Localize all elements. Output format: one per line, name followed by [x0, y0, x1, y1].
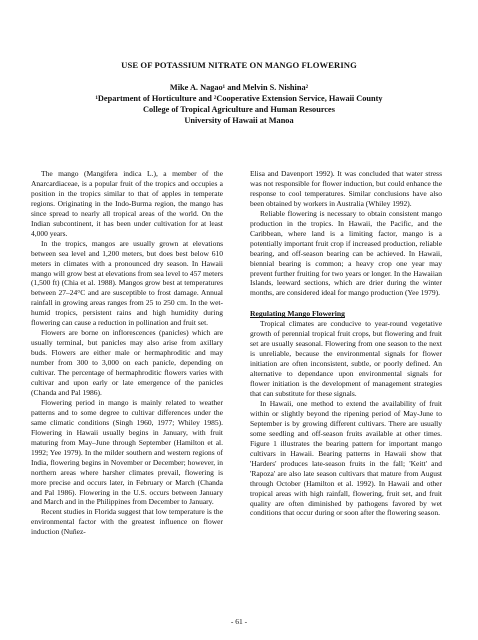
section-heading: Regulating Mango Flowering	[250, 309, 345, 319]
author-line: Mike A. Nagao¹ and Melvin S. Nishina²	[169, 83, 309, 92]
paragraph: In the tropics, mangos are usually grown at elevations between sea level and 1,200 meters, but does best below 610 meters in climates with a pronounced dry season. In Hawaii mango will grow best at elevations from sea level to 457 meters (1,500 ft) (Chia et al. 1988). Mangos grow best at temperatures between 27–24°C and are susceptible to frost damage. Annual rainfall in growing areas ranges from 25 to 250 cm. In the wet-humid tropics, persistent rains and high humidity during flowering can cause a reduction in pollination and fruit set.	[31, 238, 223, 328]
paragraph: The mango (Mangifera indica L.), a member of the Anarcardiaceae, is a popular fruit of the tropics and occupies a position in the tropics similar to that of apples in temperate regions. Originating in the Indo-Burma region, the mango has since spread to nearly all tropical areas of the world. On the Indian subcontinent, it has been under cultivation for at least 4,000 years.	[31, 169, 223, 238]
page-number: - 61 -	[230, 617, 248, 626]
paragraph: Reliable flowering is necessary to obtain consistent mango production in the tropics. In Hawaii, the Pacific, and the Caribbean, where land is a limiting factor, mango is a potentially important fruit crop if increased production, reliable bearing, and off-season bearing can be achieved. In Hawaii, biennial bearing is common; a heavy crop one year may prevent further fruiting for two years or longer. In the Hawaiian Islands, leeward sections, which are drier during the winter months, are considered ideal for mango production (Yee 1979).	[250, 208, 442, 298]
paragraph: Flowers are borne on inflorescences (panicles) which are usually terminal, but panicles may also arise from axillary buds. Flowers are either male or hermaphroditic and may number from 300 to 3,000 on each panicle, depending on cultivar. The percentage of hermaphroditic flowers varies with cultivar and upon early or late emergence of the panicles (Chanda and Pal 1986).	[31, 328, 223, 397]
paper-title: USE OF POTASSIUM NITRATE ON MANGO FLOWERING	[121, 60, 357, 70]
affiliation-line-3: University of Hawaii at Manoa	[184, 116, 294, 126]
paragraph: Recent studies in Florida suggest that low temperature is the environmental factor with the greatest influence on flower induction (Nuñez-	[31, 507, 223, 537]
affiliation-line-2: College of Tropical Agriculture and Human Resources	[143, 105, 335, 115]
paragraph: Tropical climates are conducive to year-round vegetative growth of perennial tropical fruit crops, but flowering and fruit set are usually seasonal. Flowering from one season to the next is unreliable, because the environmental signals for flower initiation are often inconsistent, subtle, or poorly defined. An alternative to dependance upon environmental signals for flower initiation is the development of management strategies that can substitute for these signals.	[250, 319, 442, 399]
paragraph: Flowering period in mango is mainly related to weather patterns and to some degree to cultivar differences under the same climatic conditions (Singh 1960, 1977; Whiley 1985). Flowering in Hawaii usually begins in January, with fruit maturing from May–June through September (Hamilton et al. 1992; Yee 1979). In the milder southern and western regions of India, flowering begins in November or December; however, in northern areas where harsher climates prevail, flowering is more precise and occurs later, in February or March (Chanda and Pal 1986). Flowering in the U.S. occurs between January and March and in the Philippines from December to January.	[31, 397, 223, 507]
affiliation-block	[0, 93, 478, 127]
right-column	[250, 169, 442, 518]
paragraph: In Hawaii, one method to extend the availability of fruit within or slightly beyond the ripening period of May-June to September is by growing different cultivars. There are usually some seedling and off-season fruits available at other times. Figure 1 illustrates the bearing pattern for important mango cultivars in Hawaii. Bearing patterns in Hawaii show that 'Harders' produces late-season fruits in the fall; 'Keitt' and 'Rapoza' are also late season cultivars that mature from August through October (Hamilton et al. 1992). In Hawaii and other tropical areas with high rainfall, flowering, fruit set, and fruit quality are often diminished by pathogens favored by wet conditions that occur during or soon after the flowering season.	[250, 398, 442, 518]
left-column	[31, 169, 223, 537]
paragraph: Elisa and Davenport 1992). It was concluded that water stress was not responsible for flower induction, but could enhance the response to cool temperatures. Similar conclusions have also been obtained by workers in Australia (Whiley 1992).	[250, 169, 442, 208]
affiliation-line-1: ¹Department of Horticulture and ²Cooperative Extension Service, Hawaii County	[95, 94, 383, 103]
